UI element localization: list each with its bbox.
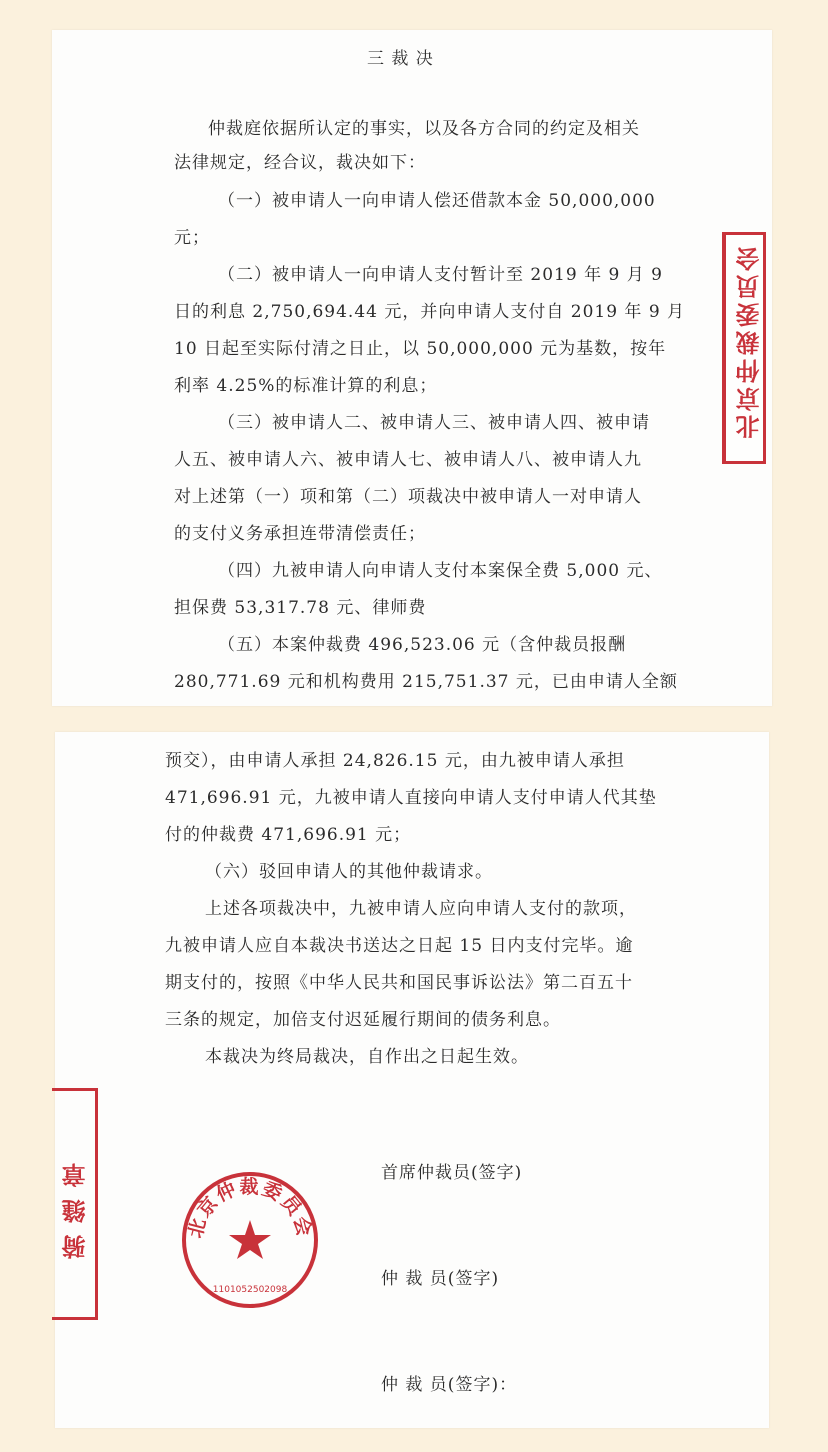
round-official-seal <box>178 1168 322 1312</box>
text-line: 三条的规定，加倍支付迟延履行期间的债务利息。 <box>165 1010 561 1030</box>
text-line: （五）本案仲裁费 496,523.06 元（含仲裁员报酬 <box>218 635 627 655</box>
text-line: 利率 4.25%的标准计算的利息； <box>174 376 438 396</box>
text-line: 期支付的，按照《中华人民共和国民事诉讼法》第二百五十 <box>165 973 633 993</box>
text-line: 预交），由申请人承担 24,826.15 元，由九被申请人承担 <box>165 751 625 771</box>
seam-stamp <box>52 1088 98 1320</box>
document-page-1 <box>52 30 772 706</box>
seal-star-icon <box>229 1220 271 1259</box>
text-line: 九被申请人应自本裁决书送达之日起 15 日内支付完毕。逾 <box>165 936 634 956</box>
text-line: （六）驳回申请人的其他仲裁请求。 <box>205 862 493 882</box>
text-line: 280,771.69 元和机构费用 215,751.37 元，已由申请人全额 <box>174 672 678 692</box>
arbitrator-signature-2: 仲 裁 员(签字)： <box>381 1375 518 1395</box>
text-line: （三）被申请人二、被申请人三、被申请人四、被申请 <box>218 413 650 433</box>
seal-number: 1101052502098 <box>212 1285 288 1295</box>
text-line: 471,696.91 元，九被申请人直接向申请人支付申请人代其垫 <box>165 788 657 808</box>
text-line: （一）被申请人一向申请人偿还借款本金 50,000,000 <box>218 191 656 211</box>
text-line: 法律规定，经合议，裁决如下： <box>174 153 426 173</box>
seal-arc-textpath: 北京仲裁委员会 <box>184 1175 316 1241</box>
text-line: 人五、被申请人六、被申请人七、被申请人八、被申请人九 <box>174 450 642 470</box>
text-line: 10 日起至实际付清之日止，以 50,000,000 元为基数，按年 <box>174 339 667 359</box>
vertical-red-stamp <box>722 232 766 464</box>
text-line: 日的利息 2,750,694.44 元，并向申请人支付自 2019 年 9 月 <box>174 302 686 322</box>
section-heading: 三 裁 决 <box>367 49 434 69</box>
document-page-2 <box>55 732 769 1428</box>
text-line: 付的仲裁费 471,696.91 元； <box>165 825 412 845</box>
text-line: 本裁决为终局裁决，自作出之日起生效。 <box>205 1047 529 1067</box>
text-line: 上述各项裁决中，九被申请人应向申请人支付的款项， <box>205 899 637 919</box>
text-line: 的支付义务承担连带清偿责任； <box>174 524 426 544</box>
seam-stamp-text: 骑缝章 <box>61 1151 90 1259</box>
chief-arbitrator-signature: 首席仲裁员(签字) <box>381 1163 523 1183</box>
vertical-stamp-text: 北京仲裁委员会 <box>736 243 764 439</box>
text-line: （二）被申请人一向申请人支付暂计至 2019 年 9 月 9 <box>218 265 663 285</box>
text-line: 担保费 53,317.78 元、律师费 <box>174 598 427 618</box>
text-line: （四）九被申请人向申请人支付本案保全费 5,000 元、 <box>218 561 663 581</box>
text-line: 仲裁庭依据所认定的事实，以及各方合同的约定及相关 <box>208 119 640 139</box>
text-line: 对上述第（一）项和第（二）项裁决中被申请人一对申请人 <box>174 487 642 507</box>
arbitrator-signature-1: 仲 裁 员(签字) <box>381 1269 500 1289</box>
text-line: 元； <box>174 228 210 248</box>
